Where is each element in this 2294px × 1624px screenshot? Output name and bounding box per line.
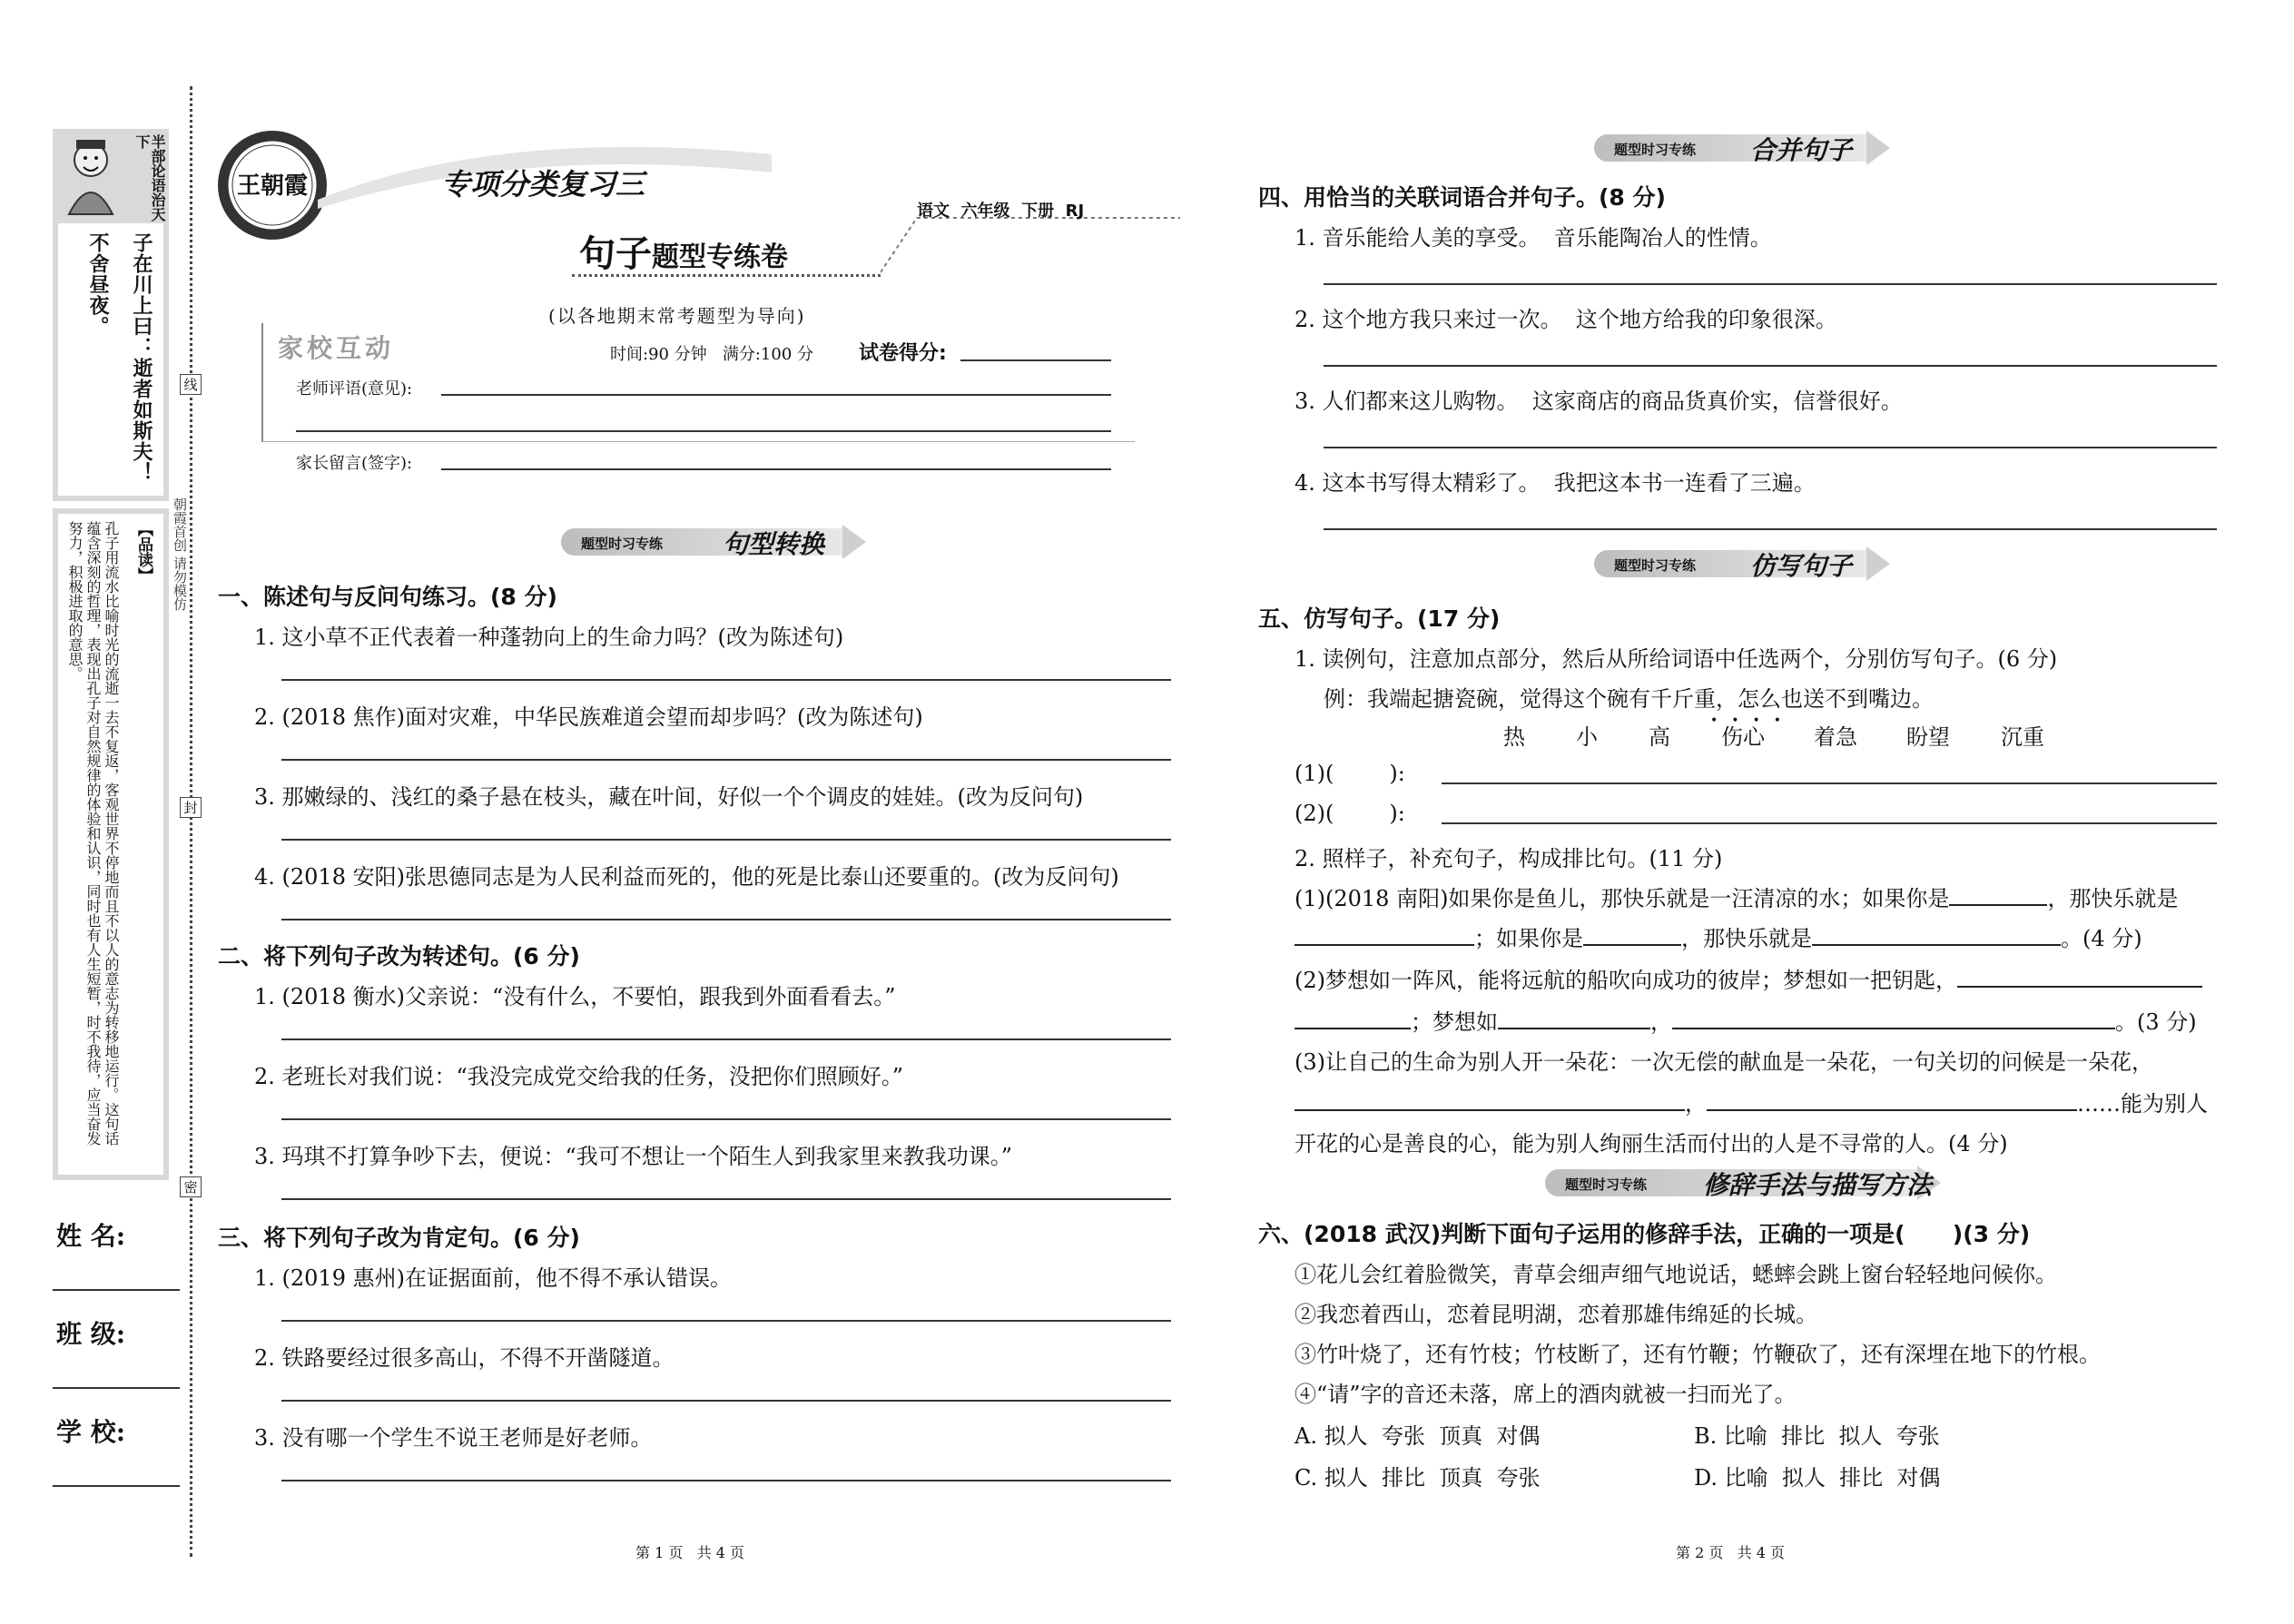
p1-d: ，那快乐就是 (1681, 926, 1812, 951)
score-field[interactable] (960, 359, 1111, 361)
banner-combine (1594, 131, 1894, 165)
subject-ribbon (881, 182, 1180, 281)
guide-note: (以各地期末常考题型为导向) (548, 305, 806, 327)
p2-c: ， (1650, 1009, 1672, 1035)
p1-c: ；如果你是 (1474, 926, 1583, 951)
cut-mark-1: 线 (180, 374, 202, 395)
p2-blank-2[interactable] (1295, 1028, 1411, 1029)
s4-answer-1[interactable] (1324, 283, 2217, 285)
subject-tags: 语文 六年级 下册 RJ (917, 202, 1085, 221)
p3-blank-2[interactable] (1707, 1109, 2077, 1111)
s3-item-3: 3. 没有哪一个学生不说王老师是好老师。 (254, 1425, 653, 1451)
parallel-2-line2 (1295, 1004, 2197, 1036)
time-info: 时间:90 分钟 满分:100 分 (610, 345, 813, 364)
school-label: 学 校: (56, 1417, 126, 1447)
name-label: 姓 名: (56, 1221, 126, 1251)
s2-item-3: 3. 玛琪不打算争吵下去，便说：“我可不想让一个陌生人到我家里来教我功课。” (254, 1144, 1013, 1169)
section2-heading: 二、将下列句子改为转述句。(6 分) (218, 943, 580, 969)
s1-item-1: 1. 这小草不正代表着一种蓬勃向上的生命力吗？(改为陈述句) (254, 625, 844, 650)
cut-mark-3: 密 (180, 1176, 202, 1197)
name-field[interactable] (53, 1289, 180, 1291)
s4-item-2: 2. 这个地方我只来过一次。 这个地方给我的印象很深。 (1295, 307, 1837, 332)
p2-blank-1[interactable] (1957, 986, 2202, 988)
p3-blank-1[interactable] (1295, 1109, 1685, 1111)
banner-rhetoric (1545, 1166, 1944, 1200)
s5-blank1-label: (1)( ): (1295, 761, 1405, 786)
s3-answer-3[interactable] (281, 1480, 1171, 1481)
parallel-3-line1: (3)让自己的生命为别人开一朵花：一次无偿的献血是一朵花，一句关切的问候是一朵花， (1295, 1049, 2153, 1075)
s5-blank2-field[interactable] (1442, 822, 2217, 824)
parallel-2-line1 (1295, 962, 2202, 994)
p2-a: (2)梦想如一阵风，能将远航的船吹向成功的彼岸；梦想如一把钥匙， (1295, 968, 1957, 993)
s2-item-1: 1. (2018 衡水)父亲说：“没有什么，不要怕，跟我到外面看看去。” (254, 984, 896, 1009)
paper-title-big: 句子 (579, 232, 652, 275)
banner-title: 句型转换 (723, 529, 825, 559)
p1-blank-3[interactable] (1583, 944, 1681, 946)
banner-title: 修辞手法与描写方法 (1703, 1170, 1933, 1200)
s4-answer-4[interactable] (1324, 528, 2217, 530)
s3-answer-1[interactable] (281, 1320, 1171, 1322)
p3-c: ……能为别人 (2077, 1091, 2208, 1117)
home-school-label: 家校互动 (278, 333, 395, 363)
s6-option-c[interactable]: C. 拟人 排比 顶真 夸张 (1295, 1465, 1541, 1491)
s5-q1: 1. 读例句，注意加点部分，然后从所给词语中任选两个，分别仿写句子。(6 分) (1295, 646, 2058, 672)
cut-mark-2: 封 (180, 797, 202, 818)
score-label: 试卷得分: (859, 342, 947, 365)
word-option-5: 着急 (1814, 724, 1857, 750)
parent-comment-field[interactable] (441, 468, 1111, 470)
p1-a: (1)(2018 南阳)如果你是鱼儿，那快乐就是一汪清凉的水；如果你是 (1295, 886, 1950, 911)
s1-answer-3[interactable] (281, 839, 1171, 841)
quote-text-col2: 不舍昼夜。 (86, 232, 109, 337)
confucius-figure (56, 134, 127, 216)
paper-title-rest: 题型专练卷 (652, 241, 788, 273)
s1-answer-4[interactable] (281, 919, 1171, 920)
emphasis-dots: •••• (1710, 714, 1796, 728)
p2-blank-4[interactable] (1672, 1028, 2115, 1029)
s6-option-b[interactable]: B. 比喻 排比 拟人 夸张 (1694, 1423, 1940, 1449)
word-option-6: 盼望 (1906, 724, 1950, 750)
banner-tag: 题型时习专练 (581, 536, 664, 552)
s1-answer-1[interactable] (281, 679, 1171, 681)
word-option-3: 高 (1649, 724, 1670, 750)
s2-answer-1[interactable] (281, 1038, 1171, 1040)
copyright-note: 朝霞首创 请勿模仿 (172, 497, 188, 611)
parallel-3-line2 (1295, 1086, 2208, 1117)
logo (214, 127, 330, 243)
s6-option-a[interactable]: A. 拟人 夸张 顶真 对偶 (1295, 1423, 1541, 1449)
reading-text (65, 521, 120, 1156)
banner-tag: 题型时习专练 (1565, 1176, 1648, 1193)
section4-heading: 四、用恰当的关联词语合并句子。(8 分) (1258, 184, 1666, 211)
quote-header: 半部论语治天下 (133, 134, 166, 221)
s6-sentence-1: ①花儿会红着脸微笑，青草会细声细气地说话，蟋蟀会跳上窗台轻轻地问候你。 (1295, 1262, 2057, 1287)
s4-item-1: 1. 音乐能给人美的享受。 音乐能陶冶人的性情。 (1295, 225, 1772, 251)
word-option-2: 小 (1576, 724, 1598, 750)
section3-heading: 三、将下列句子改为肯定句。(6 分) (218, 1225, 580, 1251)
s4-answer-3[interactable] (1324, 447, 2217, 448)
class-label: 班 级: (56, 1319, 126, 1349)
s6-option-d[interactable]: D. 比喻 拟人 排比 对偶 (1694, 1465, 1941, 1491)
s2-item-2: 2. 老班长对我们说：“我没完成党交给我的任务，没把你们照顾好。” (254, 1064, 904, 1089)
parallel-1-line2 (1295, 920, 2142, 952)
banner-title: 合并句子 (1750, 135, 1853, 165)
parent-comment-label: 家长留言(签字): (296, 454, 413, 473)
s4-answer-2[interactable] (1324, 365, 2217, 367)
s4-item-3: 3. 人们都来这儿购物。 这家商店的商品货真价实，信誉很好。 (1295, 389, 1903, 414)
p2-blank-3[interactable] (1498, 1028, 1650, 1029)
s5-example: 例：我端起搪瓷碗，觉得这个碗有千斤重，怎么也送不到嘴边。 (1324, 686, 1934, 712)
parallel-3-line3: 开花的心是善良的心，能为别人绚丽生活而付出的人是不寻常的人。(4 分) (1295, 1131, 2008, 1156)
p1-b: ，那快乐就是 (2047, 886, 2179, 911)
s1-answer-2[interactable] (281, 759, 1171, 761)
banner-imitate (1594, 546, 1894, 581)
banner-title: 仿写句子 (1750, 551, 1853, 581)
section1-heading: 一、陈述句与反问句练习。(8 分) (218, 584, 557, 610)
series-title: 专项分类复习三 (441, 167, 645, 202)
s5-blank1-field[interactable] (1442, 782, 2217, 784)
s3-item-2: 2. 铁路要经过很多高山，不得不开凿隧道。 (254, 1345, 674, 1371)
p1-blank-2[interactable] (1295, 944, 1474, 946)
s6-sentence-4: ④“请”字的音还未落，席上的酒肉就被一扫而光了。 (1295, 1382, 1797, 1407)
p1-blank-1[interactable] (1949, 904, 2047, 906)
s3-item-1: 1. (2019 惠州)在证据面前，他不得不承认错误。 (254, 1265, 732, 1291)
s2-answer-2[interactable] (281, 1118, 1171, 1120)
teacher-comment-field-2[interactable] (296, 430, 1111, 432)
s2-answer-3[interactable] (281, 1198, 1171, 1200)
logo-text: 王朝霞 (236, 172, 308, 200)
s6-sentence-3: ③竹叶烧了，还有竹枝；竹枝断了，还有竹鞭；竹鞭砍了，还有深埋在地下的竹根。 (1295, 1342, 2101, 1367)
section6-heading: 六、(2018 武汉)判断下面句子运用的修辞手法，正确的一项是( )(3 分) (1258, 1221, 2031, 1247)
class-field[interactable] (53, 1387, 180, 1389)
s1-item-3: 3. 那嫩绿的、浅红的桑子悬在枝头，藏在叶间，好似一个个调皮的娃娃。(改为反问句) (254, 784, 1084, 810)
p1-e: 。(4 分) (2061, 926, 2142, 951)
p2-b: ；梦想如 (1411, 1009, 1498, 1035)
p2-d: 。(3 分) (2115, 1009, 2197, 1035)
s1-item-4: 4. (2018 安阳)张思德同志是为人民利益而死的，他的死是比泰山还要重的。(改为反问句) (254, 864, 1119, 890)
page-footer-2: 第 2 页 共 4 页 (1676, 1544, 1785, 1561)
school-field[interactable] (53, 1485, 180, 1487)
quote-text-col1: 子在川上曰：逝者如斯夫！ (130, 232, 153, 483)
s3-answer-2[interactable] (281, 1400, 1171, 1402)
teacher-comment-field-1[interactable] (441, 394, 1111, 396)
banner-tag: 题型时习专练 (1614, 142, 1697, 158)
page-footer-1: 第 1 页 共 4 页 (635, 1544, 744, 1561)
s5-q2: 2. 照样子，补充句子，构成排比句。(11 分) (1295, 846, 1723, 871)
title-underline (572, 274, 881, 277)
banner-sentence-transform (561, 525, 870, 559)
parallel-1-line1 (1295, 881, 2178, 912)
s1-item-2: 2. (2018 焦作)面对灾难，中华民族难道会望而却步吗？(改为陈述句) (254, 704, 923, 730)
s6-sentence-2: ②我恋着西山，恋着昆明湖，恋着那雄伟绵延的长城。 (1295, 1302, 1817, 1327)
s4-item-4: 4. 这本书写得太精彩了。 我把这本书一连看了三遍。 (1295, 470, 1816, 496)
paper-title (579, 225, 788, 277)
s5-blank2-label: (2)( ): (1295, 801, 1405, 826)
p1-blank-4[interactable] (1812, 944, 2061, 946)
reading-body: 孔子用流水比喻时光的流逝一去不复返，客观世界不停地而且不以人的意志为转移地运行。这句话蕴含深刻的哲理，表现出孔子对自然规律的体验和认识，同时也有人生短暂，时不我待，应当奋发努力，积极进取的意思。 (66, 521, 120, 1146)
banner-tag: 题型时习专练 (1614, 557, 1697, 574)
word-option-1: 热 (1503, 724, 1525, 750)
section5-heading: 五、仿写句子。(17 分) (1258, 605, 1501, 632)
p3-b: ， (1685, 1091, 1707, 1117)
teacher-comment-label: 老师评语(意见): (296, 379, 413, 399)
word-option-4: 伤心 (1721, 724, 1765, 750)
word-option-7: 沉重 (2001, 724, 2044, 750)
cut-line (190, 86, 192, 1557)
reading-label: 【品读】 (134, 521, 153, 583)
